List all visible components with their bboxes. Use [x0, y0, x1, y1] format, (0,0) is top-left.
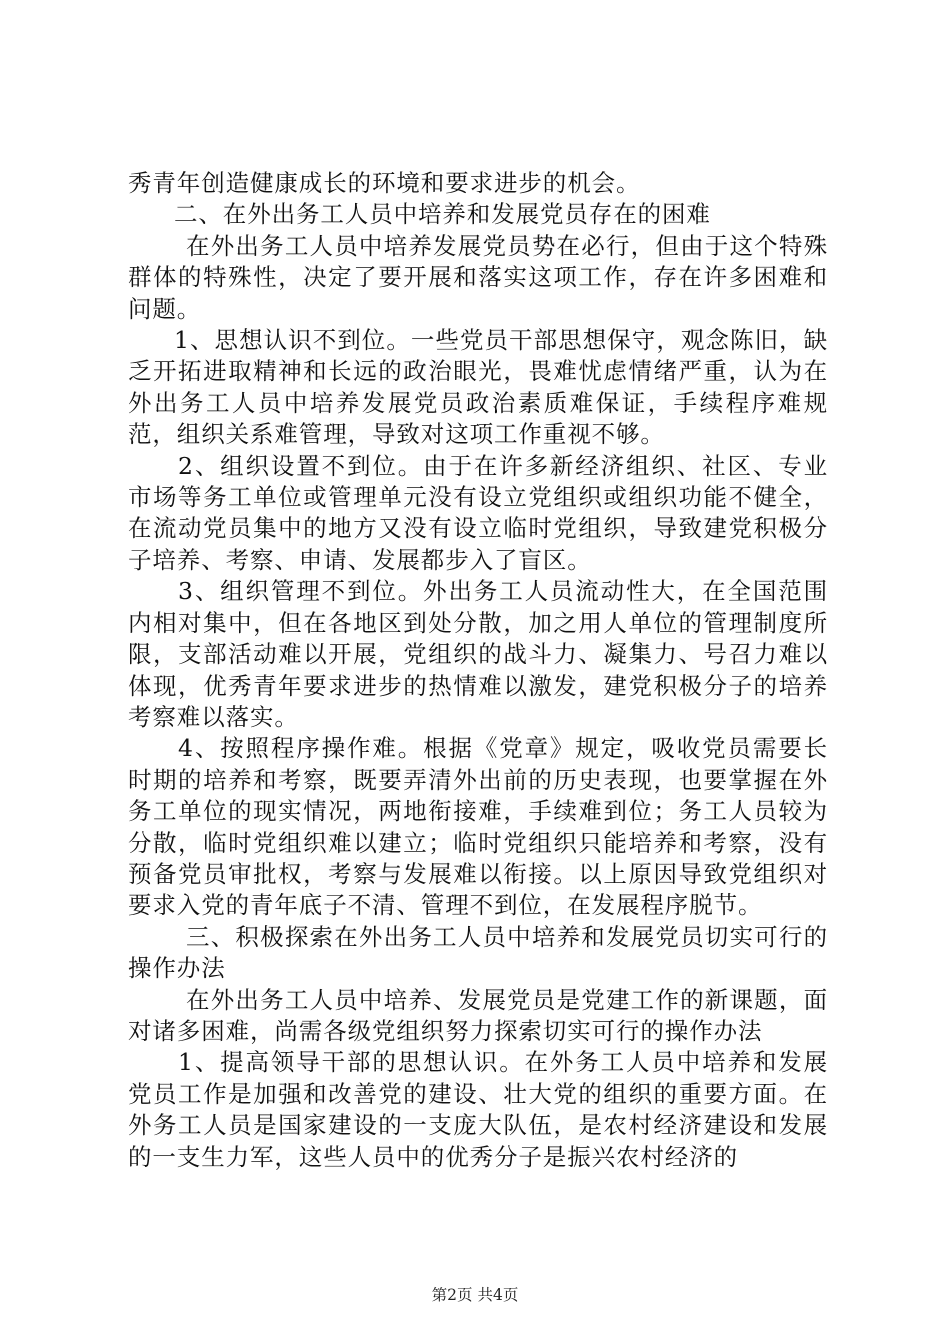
paragraph-item-1: 1、思想认识不到位。一些党员干部思想保守，观念陈旧，缺乏开拓进取精神和长远的政治眼光，畏难忧虑情绪严重，认为在外出务工人员中培养发展党员政治素质难保证，手续程序难规范，组织关系难管理，导致对这项工作重视不够。 — [128, 326, 828, 449]
paragraph-item-3: 3、组织管理不到位。外出务工人员流动性大，在全国范围内相对集中，但在各地区到处分散，加之用人单位的管理制度所限，支部活动难以开展，党组织的战斗力、凝集力、号召力难以体现，优秀青年要求进步的热情难以激发，建党积极分子的培养考察难以落实。 — [128, 577, 828, 731]
page-footer: 第2页 共4页 — [431, 1286, 519, 1304]
paragraph-intro-methods: 在外出务工人员中培养、发展党员是党建工作的新课题，面对诸多困难，尚需各级党组织努力探索切实可行的操作办法 — [128, 985, 828, 1045]
section-heading-2: 二、在外出务工人员中培养和发展党员存在的困难 — [174, 200, 711, 229]
paragraph-continuation: 秀青年创造健康成长的环境和要求进步的机会。 — [128, 169, 641, 197]
section-heading-3: 三、积极探索在外出务工人员中培养和发展党员切实可行的操作办法 — [128, 922, 828, 983]
paragraph-intro-difficulties: 在外出务工人员中培养发展党员势在必行，但由于这个特殊群体的特殊性，决定了要开展和落实这项工作，存在许多困难和问题。 — [128, 231, 828, 323]
paragraph-item-4: 4、按照程序操作难。根据《党章》规定，吸收党员需要长时期的培养和考察，既要弄清外出前的历史表现，也要掌握在外务工单位的现实情况，两地衔接难，手续难到位；务工人员较为分散，临时党组织难以建立；临时党组织只能培养和考察，没有预备党员审批权，考察与发展难以衔接。以上原因导致党组织对要求入党的青年底子不清、管理不到位，在发展程序脱节。 — [128, 734, 828, 920]
document-body — [128, 168, 828, 1173]
paragraph-method-1: 1、提高领导干部的思想认识。在外务工人员中培养和发展党员工作是加强和改善党的建设、壮大党的组织的重要方面。在外务工人员是国家建设的一支庞大队伍，是农村经济建设和发展的一支生力军，这些人员中的优秀分子是振兴农村经济的 — [128, 1048, 828, 1171]
paragraph-item-2: 2、组织设置不到位。由于在许多新经济组织、社区、专业市场等务工单位或管理单元没有设立党组织或组织功能不健全，在流动党员集中的地方又没有设立临时党组织，导致建党积极分子培养、考察、申请、发展都步入了盲区。 — [128, 451, 828, 574]
